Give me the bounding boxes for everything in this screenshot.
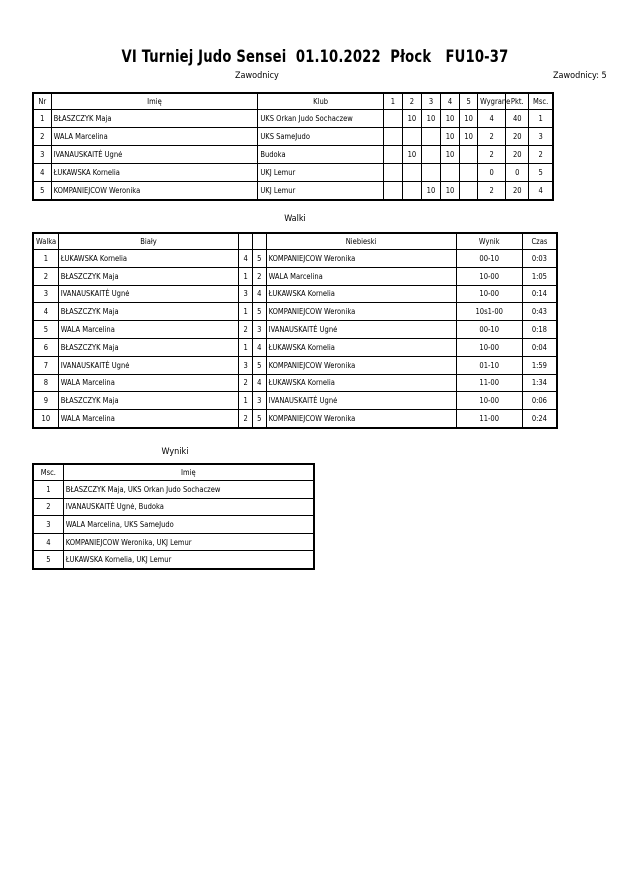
zawodnicy-cell: UKJ Lemur [258,182,383,201]
wyniki-row [33,481,314,499]
wyniki-row [33,551,314,569]
walki-header-cell: Wynik [456,233,522,250]
zawodnicy-cell [421,146,440,164]
zawodnicy-cell: 20 [506,128,529,146]
wyniki-cell: KOMPANIEJCOW Weronika, UKJ Lemur [63,533,314,551]
zawodnicy-caption: Zawodnicy [235,71,279,81]
walki-cell: 6 [33,338,58,356]
zawodnicy-header-cell: Pkt. [506,93,529,110]
wyniki-cell: 3 [33,516,63,534]
walki-header-cell [239,233,253,250]
walki-cell: KOMPANIEJCOW Weronika [266,410,456,428]
wyniki-cell: 2 [33,498,63,516]
zawodnicy-cell: 1 [33,110,51,128]
walki-cell: 4 [33,303,58,321]
zawodnicy-cell: 2 [478,146,506,164]
zawodnicy-cell: 5 [33,182,51,201]
walki-cell: 5 [252,303,266,321]
zawodnicy-cell [460,146,478,164]
walki-cell: 2 [33,267,58,285]
zawodnicy-cell: 0 [506,164,529,182]
wyniki-cell: 1 [33,481,63,499]
zawodnicy-header-cell: 4 [441,93,460,110]
zawodnicy-cell: 40 [506,110,529,128]
walki-cell: WALA Marcelina [58,321,239,339]
zawodnicy-cell: WALA Marcelina [51,128,258,146]
walki-cell: 1:05 [522,267,557,285]
zawodnicy-cell [460,182,478,201]
wyniki-cell: BŁASZCZYK Maja, UKS Orkan Judo Sochaczew [63,481,314,499]
walki-cell: 5 [252,356,266,374]
walki-cell: 2 [239,410,253,428]
walki-header-cell: Biały [58,233,239,250]
walki-cell: ŁUKAWSKA Kornelia [266,285,456,303]
walki-row [33,356,557,374]
zawodnicy-cell: 2 [478,128,506,146]
zawodnicy-cell: 10 [402,146,421,164]
zawodnicy-cell: UKJ Lemur [258,164,383,182]
walki-cell: 1 [239,392,253,410]
walki-cell: BŁASZCZYK Maja [58,267,239,285]
walki-cell: 2 [239,374,253,392]
walki-cell: 0:04 [522,338,557,356]
zawodnicy-cell: 10 [421,110,440,128]
wyniki-header-cell: Msc. [33,464,63,481]
walki-cell: 5 [252,250,266,268]
walki-cell: WALA Marcelina [266,267,456,285]
zawodnicy-cell: 5 [529,164,553,182]
walki-cell: 4 [239,250,253,268]
walki-cell: 8 [33,374,58,392]
walki-cell: IVANAUSKAITĖ Ugnė [266,392,456,410]
zawodnicy-row [33,128,553,146]
walki-cell: IVANAUSKAITĖ Ugnė [58,285,239,303]
wyniki-caption: Wyniki [161,447,189,457]
zawodnicy-count: Zawodnicy: 5 [553,71,607,81]
wyniki-cell: 4 [33,533,63,551]
walki-cell: 4 [252,285,266,303]
walki-header-cell [252,233,266,250]
walki-row [33,392,557,410]
walki-cell: ŁUKAWSKA Kornelia [266,374,456,392]
zawodnicy-cell [383,146,402,164]
walki-cell: 1 [33,250,58,268]
walki-cell: 1 [239,267,253,285]
walki-cell: 2 [252,267,266,285]
zawodnicy-cell: 0 [478,164,506,182]
zawodnicy-cell: KOMPANIEJCOW Weronika [51,182,258,201]
zawodnicy-cell: 10 [441,110,460,128]
walki-cell: 0:18 [522,321,557,339]
zawodnicy-cell: 3 [33,146,51,164]
zawodnicy-cell: 1 [529,110,553,128]
walki-cell: ŁUKAWSKA Kornelia [58,250,239,268]
zawodnicy-cell: 4 [478,110,506,128]
wyniki-row [33,533,314,551]
zawodnicy-row [33,146,553,164]
walki-row [33,285,557,303]
walki-cell: ŁUKAWSKA Kornelia [266,338,456,356]
zawodnicy-row [33,110,553,128]
wyniki-header-cell: Imię [63,464,314,481]
walki-cell: WALA Marcelina [58,410,239,428]
zawodnicy-cell: 10 [441,146,460,164]
zawodnicy-header-cell: Msc. [529,93,553,110]
walki-cell: WALA Marcelina [58,374,239,392]
zawodnicy-cell: 3 [529,128,553,146]
walki-cell: 11-00 [456,374,522,392]
walki-row [33,410,557,428]
zawodnicy-cell: 4 [33,164,51,182]
zawodnicy-cell: 10 [402,110,421,128]
zawodnicy-header-cell: 5 [460,93,478,110]
zawodnicy-cell: 10 [421,182,440,201]
walki-cell: 3 [239,356,253,374]
zawodnicy-cell: 10 [460,128,478,146]
walki-header-row [33,233,557,250]
walki-row [33,267,557,285]
zawodnicy-cell: ŁUKAWSKA Kornelia [51,164,258,182]
zawodnicy-cell: 10 [460,110,478,128]
zawodnicy-header-cell: 1 [383,93,402,110]
walki-cell: 1 [239,303,253,321]
walki-cell: 0:24 [522,410,557,428]
walki-row [33,321,557,339]
walki-cell: 00-10 [456,250,522,268]
walki-header-cell: Walka [33,233,58,250]
wyniki-row [33,498,314,516]
walki-cell: 11-00 [456,410,522,428]
walki-cell: 0:14 [522,285,557,303]
walki-cell: BŁASZCZYK Maja [58,303,239,321]
walki-cell: 1:34 [522,374,557,392]
walki-cell: 4 [252,338,266,356]
zawodnicy-cell [421,164,440,182]
walki-cell: 10-00 [456,392,522,410]
zawodnicy-cell [441,164,460,182]
zawodnicy-cell [383,164,402,182]
zawodnicy-cell [383,128,402,146]
wyniki-header-row [33,464,314,481]
walki-cell: 3 [239,285,253,303]
walki-cell: 1:59 [522,356,557,374]
zawodnicy-cell: 20 [506,146,529,164]
walki-header-cell: Niebieski [266,233,456,250]
page-title: VI Turniej Judo Sensei 01.10.2022 Płock FU10-37 [121,47,509,67]
zawodnicy-header-cell: Nr [33,93,51,110]
walki-row [33,338,557,356]
wyniki-cell: ŁUKAWSKA Kornelia, UKJ Lemur [63,551,314,569]
walki-caption: Walki [284,214,306,224]
zawodnicy-cell [383,182,402,201]
walki-cell: KOMPANIEJCOW Weronika [266,356,456,374]
walki-row [33,374,557,392]
walki-cell: 10 [33,410,58,428]
zawodnicy-cell: Budoka [258,146,383,164]
walki-cell: IVANAUSKAITĖ Ugnė [58,356,239,374]
walki-cell: 1 [239,338,253,356]
zawodnicy-cell [383,110,402,128]
walki-cell: 3 [252,321,266,339]
walki-table [32,232,558,429]
zawodnicy-cell: 2 [33,128,51,146]
zawodnicy-cell [402,128,421,146]
zawodnicy-cell: UKS SameJudo [258,128,383,146]
walki-cell: 10s1-00 [456,303,522,321]
wyniki-table [32,463,315,570]
zawodnicy-cell [421,128,440,146]
walki-row [33,250,557,268]
wyniki-cell: 5 [33,551,63,569]
zawodnicy-row [33,182,553,201]
walki-cell: BŁASZCZYK Maja [58,392,239,410]
zawodnicy-cell: 2 [478,182,506,201]
zawodnicy-header-cell: 2 [402,93,421,110]
walki-cell: KOMPANIEJCOW Weronika [266,303,456,321]
walki-cell: 10-00 [456,338,522,356]
walki-cell: 7 [33,356,58,374]
walki-cell: 01-10 [456,356,522,374]
walki-cell: 4 [252,374,266,392]
zawodnicy-cell: 20 [506,182,529,201]
walki-header-cell: Czas [522,233,557,250]
wyniki-cell: IVANAUSKAITĖ Ugnė, Budoka [63,498,314,516]
walki-cell: 3 [252,392,266,410]
walki-cell: 10-00 [456,285,522,303]
zawodnicy-cell [402,182,421,201]
walki-cell: KOMPANIEJCOW Weronika [266,250,456,268]
zawodnicy-header-cell: Imię [51,93,258,110]
zawodnicy-header-cell: 3 [421,93,440,110]
zawodnicy-cell: IVANAUSKAITĖ Ugnė [51,146,258,164]
walki-cell: 9 [33,392,58,410]
zawodnicy-header-cell: Wygrane [478,93,506,110]
zawodnicy-cell: BŁASZCZYK Maja [51,110,258,128]
wyniki-cell: WALA Marcelina, UKS SameJudo [63,516,314,534]
zawodnicy-cell: 4 [529,182,553,201]
walki-cell: 3 [33,285,58,303]
wyniki-row [33,516,314,534]
walki-row [33,303,557,321]
zawodnicy-cell [402,164,421,182]
walki-cell: BŁASZCZYK Maja [58,338,239,356]
zawodnicy-cell: 2 [529,146,553,164]
zawodnicy-table [32,92,554,201]
zawodnicy-header-cell: Klub [258,93,383,110]
zawodnicy-row [33,164,553,182]
zawodnicy-cell: 10 [441,182,460,201]
walki-cell: 10-00 [456,267,522,285]
zawodnicy-cell: 10 [441,128,460,146]
walki-cell: 0:43 [522,303,557,321]
walki-cell: 5 [33,321,58,339]
walki-cell: 00-10 [456,321,522,339]
zawodnicy-header-row [33,93,553,110]
zawodnicy-cell: UKS Orkan Judo Sochaczew [258,110,383,128]
walki-cell: 0:03 [522,250,557,268]
zawodnicy-cell [460,164,478,182]
walki-cell: 2 [239,321,253,339]
walki-cell: 5 [252,410,266,428]
walki-cell: 0:06 [522,392,557,410]
walki-cell: IVANAUSKAITĖ Ugnė [266,321,456,339]
